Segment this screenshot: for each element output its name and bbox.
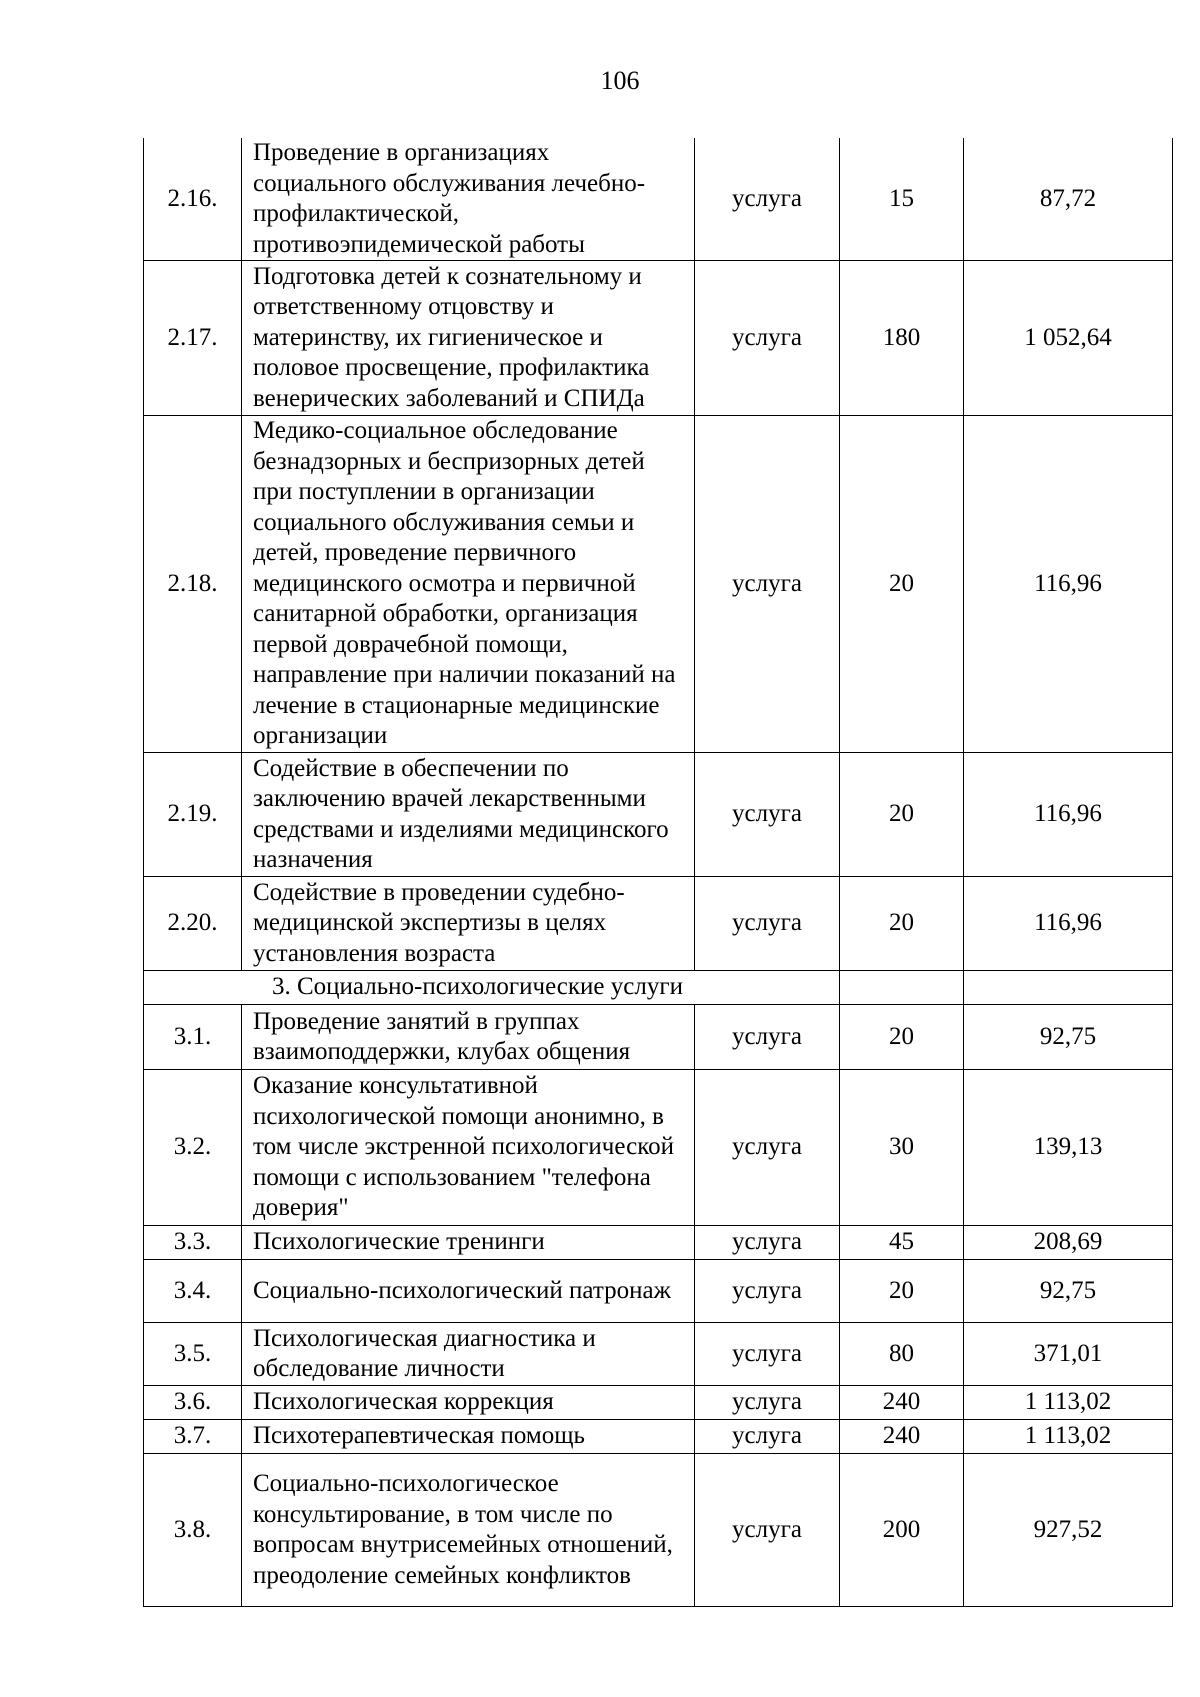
service-name: Психологическая коррекция bbox=[242, 1386, 695, 1420]
service-quantity: 20 bbox=[840, 1260, 964, 1323]
services-table bbox=[143, 138, 1173, 1607]
service-quantity: 20 bbox=[840, 753, 964, 877]
service-price: 1 113,02 bbox=[964, 1420, 1173, 1454]
service-unit: услуга bbox=[695, 261, 840, 416]
table-row bbox=[144, 1454, 1173, 1607]
service-price: 139,13 bbox=[964, 1070, 1173, 1226]
service-price: 116,96 bbox=[964, 416, 1173, 753]
table-row bbox=[144, 877, 1173, 971]
table-row bbox=[144, 1260, 1173, 1323]
row-number: 3.5. bbox=[144, 1323, 242, 1386]
service-quantity: 20 bbox=[840, 877, 964, 971]
service-quantity: 240 bbox=[840, 1386, 964, 1420]
service-quantity: 45 bbox=[840, 1226, 964, 1260]
row-number: 2.19. bbox=[144, 753, 242, 877]
service-unit: услуга bbox=[695, 877, 840, 971]
service-price: 1 052,64 bbox=[964, 261, 1173, 416]
service-name: Психотерапевтическая помощь bbox=[242, 1420, 695, 1454]
service-name: Содействие в обеспечении по заключению врачей лекарственными средствами и изделиями медицинского назначения bbox=[242, 753, 695, 877]
service-unit: услуга bbox=[695, 416, 840, 753]
section-header-row bbox=[144, 971, 1173, 1005]
service-quantity: 30 bbox=[840, 1070, 964, 1226]
service-price: 92,75 bbox=[964, 1260, 1173, 1323]
service-quantity: 80 bbox=[840, 1323, 964, 1386]
service-quantity: 15 bbox=[840, 138, 964, 261]
row-number: 3.1. bbox=[144, 1005, 242, 1070]
service-unit: услуга bbox=[695, 1454, 840, 1607]
row-number: 3.6. bbox=[144, 1386, 242, 1420]
service-name: Социально-психологическое консультирование, в том числе по вопросам внутрисемейных отношений, преодоление семейных конфликтов bbox=[242, 1454, 695, 1607]
table-row bbox=[144, 1005, 1173, 1070]
service-unit: услуга bbox=[695, 138, 840, 261]
service-quantity: 20 bbox=[840, 416, 964, 753]
table-row bbox=[144, 416, 1173, 753]
table-row bbox=[144, 1420, 1173, 1454]
service-price: 116,96 bbox=[964, 753, 1173, 877]
service-unit: услуга bbox=[695, 1386, 840, 1420]
service-name: Содействие в проведении судебно-медицинской экспертизы в целях установления возраста bbox=[242, 877, 695, 971]
service-quantity: 20 bbox=[840, 1005, 964, 1070]
table-row bbox=[144, 261, 1173, 416]
service-name: Медико-социальное обследование безнадзорных и беспризорных детей при поступлении в организации социального обслуживания семьи и детей, проведение первичного медицинского осмотра и первичной санитарной обработки, организация первой доврачебной помощи, направление при наличии показаний на лечение в стационарные медицинские организации bbox=[242, 416, 695, 753]
empty-cell bbox=[964, 971, 1173, 1005]
page-number: 106 bbox=[600, 66, 640, 95]
service-unit: услуга bbox=[695, 1005, 840, 1070]
row-number: 3.3. bbox=[144, 1226, 242, 1260]
service-name: Проведение занятий в группах взаимоподдержки, клубах общения bbox=[242, 1005, 695, 1070]
service-price: 208,69 bbox=[964, 1226, 1173, 1260]
service-quantity: 180 bbox=[840, 261, 964, 416]
row-number: 2.20. bbox=[144, 877, 242, 971]
table-row bbox=[144, 1070, 1173, 1226]
row-number: 3.7. bbox=[144, 1420, 242, 1454]
row-number: 3.8. bbox=[144, 1454, 242, 1607]
service-unit: услуга bbox=[695, 1323, 840, 1386]
service-unit: услуга bbox=[695, 1420, 840, 1454]
table-row bbox=[144, 1226, 1173, 1260]
service-unit: услуга bbox=[695, 753, 840, 877]
service-quantity: 200 bbox=[840, 1454, 964, 1607]
service-name: Проведение в организациях социального обслуживания лечебно-профилактической, противоэпидемической работы bbox=[242, 138, 695, 261]
service-unit: услуга bbox=[695, 1260, 840, 1323]
table-row bbox=[144, 1386, 1173, 1420]
service-price: 116,96 bbox=[964, 877, 1173, 971]
table-row bbox=[144, 1323, 1173, 1386]
service-name: Социально-психологический патронаж bbox=[242, 1260, 695, 1323]
row-number: 3.2. bbox=[144, 1070, 242, 1226]
service-unit: услуга bbox=[695, 1070, 840, 1226]
service-name: Психологическая диагностика и обследование личности bbox=[242, 1323, 695, 1386]
service-price: 371,01 bbox=[964, 1323, 1173, 1386]
table-row bbox=[144, 753, 1173, 877]
service-name: Оказание консультативной психологической помощи анонимно, в том числе экстренной психологической помощи с использованием "телефона доверия" bbox=[242, 1070, 695, 1226]
service-price: 92,75 bbox=[964, 1005, 1173, 1070]
row-number: 2.18. bbox=[144, 416, 242, 753]
service-quantity: 240 bbox=[840, 1420, 964, 1454]
row-number: 2.17. bbox=[144, 261, 242, 416]
section-title: 3. Социально-психологические услуги bbox=[144, 971, 840, 1005]
service-price: 87,72 bbox=[964, 138, 1173, 261]
service-price: 1 113,02 bbox=[964, 1386, 1173, 1420]
service-name: Подготовка детей к сознательному и ответственному отцовству и материнству, их гигиеническое и половое просвещение, профилактика венерических заболеваний и СПИДа bbox=[242, 261, 695, 416]
table-row bbox=[144, 138, 1173, 261]
service-unit: услуга bbox=[695, 1226, 840, 1260]
service-price: 927,52 bbox=[964, 1454, 1173, 1607]
row-number: 2.16. bbox=[144, 138, 242, 261]
row-number: 3.4. bbox=[144, 1260, 242, 1323]
empty-cell bbox=[840, 971, 964, 1005]
service-name: Психологические тренинги bbox=[242, 1226, 695, 1260]
